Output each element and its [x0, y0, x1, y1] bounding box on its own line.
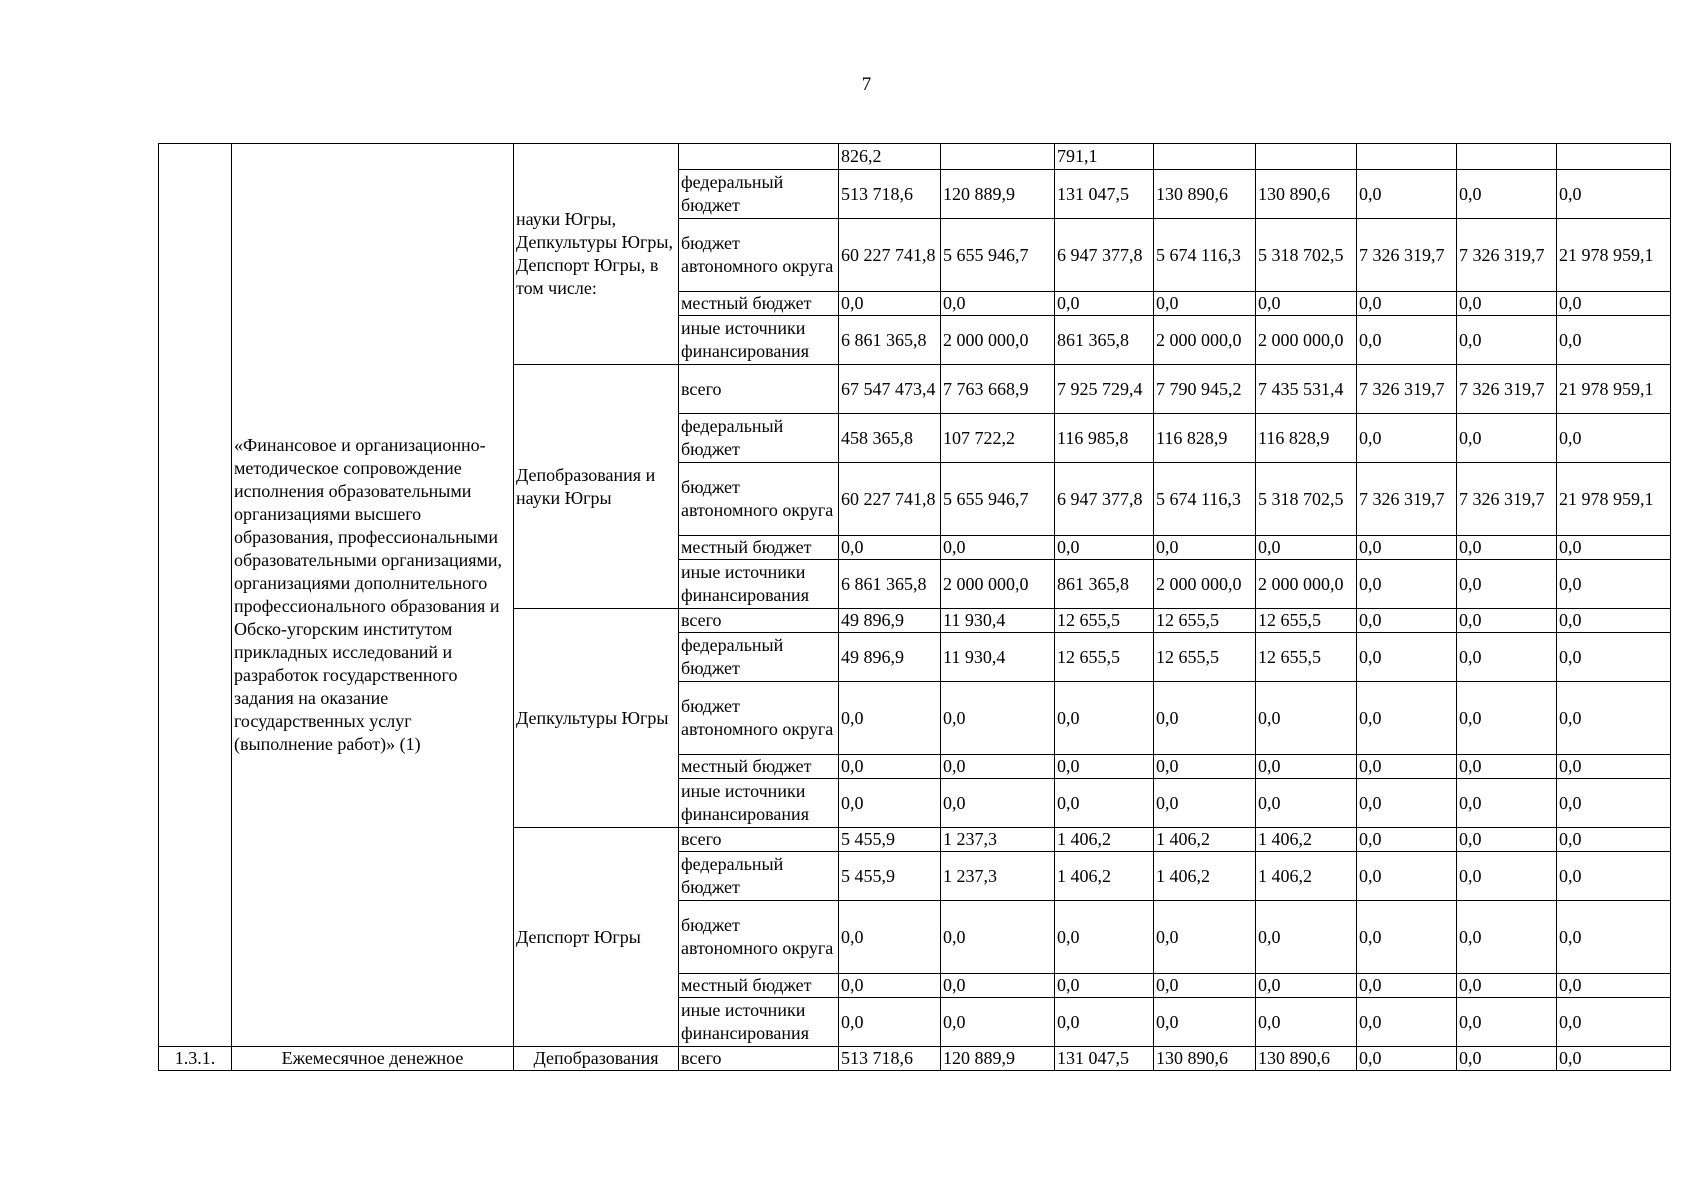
source-cell: иные источники финансирования: [679, 998, 839, 1047]
value-cell: 5 655 946,7: [941, 219, 1055, 292]
value-cell: 0,0: [1256, 755, 1357, 779]
value-cell: 0,0: [1256, 974, 1357, 998]
value-cell: 7 763 668,9: [941, 365, 1055, 414]
value-cell: 826,2: [839, 144, 941, 170]
source-cell: всего: [679, 1047, 839, 1071]
program-name-cell: «Финансовое и организационно-методическое сопровождение исполнения образовательными организациями высшего образования, профессиональными образовательными организациями, организациями дополнительного профессионального образования и Обско-угорским институтом прикладных исследований и разработок государственного задания на оказание государственных услуг (выполнение работ)» (1): [232, 144, 514, 1047]
value-cell: 130 890,6: [1256, 1047, 1357, 1071]
value-cell: 0,0: [1557, 998, 1671, 1047]
value-cell: 0,0: [1154, 974, 1256, 998]
budget-table: [158, 143, 1671, 1071]
value-cell: 5 318 702,5: [1256, 219, 1357, 292]
value-cell: 60 227 741,8: [839, 219, 941, 292]
value-cell: 0,0: [1557, 609, 1671, 633]
value-cell: 2 000 000,0: [941, 316, 1055, 365]
value-cell: 1 406,2: [1256, 828, 1357, 852]
value-cell: 0,0: [1557, 1047, 1671, 1071]
value-cell: 0,0: [1557, 682, 1671, 755]
value-cell: 1 406,2: [1256, 852, 1357, 901]
value-cell: 0,0: [1154, 779, 1256, 828]
value-cell: 2 000 000,0: [1256, 316, 1357, 365]
value-cell: 0,0: [1055, 779, 1154, 828]
value-cell: 0,0: [941, 779, 1055, 828]
event-name-cell: Ежемесячное денежное: [232, 1047, 514, 1071]
value-cell: 0,0: [1055, 998, 1154, 1047]
value-cell: 0,0: [1457, 828, 1557, 852]
value-cell: 0,0: [839, 755, 941, 779]
value-cell: 0,0: [1055, 755, 1154, 779]
value-cell: 0,0: [941, 901, 1055, 974]
value-cell: 458 365,8: [839, 414, 941, 463]
value-cell: 0,0: [941, 682, 1055, 755]
source-cell: всего: [679, 609, 839, 633]
value-cell: 0,0: [1357, 779, 1457, 828]
value-cell: 0,0: [1557, 828, 1671, 852]
value-cell: 0,0: [1256, 998, 1357, 1047]
value-cell: 7 435 531,4: [1256, 365, 1357, 414]
value-cell: 0,0: [1256, 901, 1357, 974]
value-cell: 49 896,9: [839, 609, 941, 633]
value-cell: 0,0: [1357, 609, 1457, 633]
value-cell: 0,0: [1256, 779, 1357, 828]
value-cell: 0,0: [839, 682, 941, 755]
value-cell: 130 890,6: [1154, 170, 1256, 219]
value-cell: 0,0: [941, 974, 1055, 998]
value-cell: 12 655,5: [1055, 633, 1154, 682]
value-cell: 0,0: [1055, 536, 1154, 560]
value-cell: [1457, 144, 1557, 170]
source-cell: местный бюджет: [679, 292, 839, 316]
source-cell: бюджет автономного округа: [679, 901, 839, 974]
value-cell: 0,0: [1457, 560, 1557, 609]
value-cell: 0,0: [839, 901, 941, 974]
row-code-cell: 1.3.1.: [159, 1047, 232, 1071]
source-cell: федеральный бюджет: [679, 414, 839, 463]
value-cell: 0,0: [1557, 852, 1671, 901]
value-cell: 6 861 365,8: [839, 316, 941, 365]
value-cell: 861 365,8: [1055, 316, 1154, 365]
source-cell: иные источники финансирования: [679, 779, 839, 828]
value-cell: 0,0: [941, 755, 1055, 779]
value-cell: [1256, 144, 1357, 170]
executor-cell: науки Югры, Депкультуры Югры, Депспорт Югры, в том числе:: [514, 144, 679, 365]
value-cell: 0,0: [1357, 974, 1457, 998]
value-cell: 0,0: [1357, 998, 1457, 1047]
value-cell: 120 889,9: [941, 170, 1055, 219]
table-row: [159, 144, 1671, 170]
value-cell: 0,0: [1357, 828, 1457, 852]
value-cell: 1 237,3: [941, 828, 1055, 852]
value-cell: 0,0: [1457, 536, 1557, 560]
value-cell: 513 718,6: [839, 170, 941, 219]
executor-cell: Депкультуры Югры: [514, 609, 679, 828]
value-cell: 5 674 116,3: [1154, 219, 1256, 292]
value-cell: 0,0: [1457, 755, 1557, 779]
value-cell: 0,0: [1457, 682, 1557, 755]
source-cell: бюджет автономного округа: [679, 463, 839, 536]
value-cell: [941, 144, 1055, 170]
value-cell: 0,0: [1357, 292, 1457, 316]
source-cell: местный бюджет: [679, 536, 839, 560]
value-cell: 0,0: [1357, 901, 1457, 974]
value-cell: 1 237,3: [941, 852, 1055, 901]
value-cell: 12 655,5: [1055, 609, 1154, 633]
value-cell: 120 889,9: [941, 1047, 1055, 1071]
source-cell: [679, 144, 839, 170]
executor-cell: Депобразования и науки Югры: [514, 365, 679, 609]
value-cell: 107 722,2: [941, 414, 1055, 463]
value-cell: 0,0: [1457, 292, 1557, 316]
value-cell: 0,0: [839, 779, 941, 828]
value-cell: 0,0: [1557, 536, 1671, 560]
value-cell: 12 655,5: [1154, 609, 1256, 633]
value-cell: 6 947 377,8: [1055, 463, 1154, 536]
source-cell: всего: [679, 828, 839, 852]
table-body: [159, 144, 1671, 1071]
value-cell: [1357, 144, 1457, 170]
value-cell: 0,0: [1154, 755, 1256, 779]
value-cell: 861 365,8: [1055, 560, 1154, 609]
value-cell: 0,0: [1557, 974, 1671, 998]
value-cell: 12 655,5: [1256, 609, 1357, 633]
source-cell: бюджет автономного округа: [679, 682, 839, 755]
value-cell: 0,0: [1457, 779, 1557, 828]
source-cell: местный бюджет: [679, 974, 839, 998]
value-cell: 21 978 959,1: [1557, 463, 1671, 536]
value-cell: 0,0: [1557, 755, 1671, 779]
value-cell: 0,0: [941, 536, 1055, 560]
value-cell: 6 861 365,8: [839, 560, 941, 609]
value-cell: 0,0: [1154, 536, 1256, 560]
value-cell: 0,0: [1457, 633, 1557, 682]
value-cell: 0,0: [1055, 901, 1154, 974]
value-cell: 5 655 946,7: [941, 463, 1055, 536]
executor-cell: Депспорт Югры: [514, 828, 679, 1047]
source-cell: федеральный бюджет: [679, 170, 839, 219]
value-cell: 0,0: [1557, 633, 1671, 682]
value-cell: 0,0: [1357, 316, 1457, 365]
value-cell: 0,0: [1557, 901, 1671, 974]
value-cell: 5 674 116,3: [1154, 463, 1256, 536]
value-cell: 0,0: [1154, 682, 1256, 755]
value-cell: 0,0: [1457, 170, 1557, 219]
value-cell: 0,0: [1457, 316, 1557, 365]
value-cell: 0,0: [1357, 755, 1457, 779]
value-cell: 0,0: [1357, 682, 1457, 755]
value-cell: 116 828,9: [1256, 414, 1357, 463]
value-cell: 0,0: [1457, 852, 1557, 901]
value-cell: 7 326 319,7: [1457, 219, 1557, 292]
value-cell: 7 326 319,7: [1457, 365, 1557, 414]
value-cell: [1557, 144, 1671, 170]
value-cell: 0,0: [1154, 292, 1256, 316]
value-cell: 791,1: [1055, 144, 1154, 170]
value-cell: 12 655,5: [1256, 633, 1357, 682]
value-cell: 7 326 319,7: [1457, 463, 1557, 536]
value-cell: 2 000 000,0: [1154, 316, 1256, 365]
value-cell: 0,0: [1357, 1047, 1457, 1071]
value-cell: 0,0: [1457, 998, 1557, 1047]
value-cell: 0,0: [1055, 682, 1154, 755]
value-cell: 0,0: [1457, 609, 1557, 633]
value-cell: 131 047,5: [1055, 1047, 1154, 1071]
row-code-cell: [159, 144, 232, 1047]
value-cell: 0,0: [839, 536, 941, 560]
value-cell: 0,0: [1357, 633, 1457, 682]
value-cell: 0,0: [1357, 536, 1457, 560]
value-cell: 0,0: [1154, 901, 1256, 974]
value-cell: 6 947 377,8: [1055, 219, 1154, 292]
value-cell: 21 978 959,1: [1557, 219, 1671, 292]
value-cell: 11 930,4: [941, 609, 1055, 633]
value-cell: 0,0: [1557, 170, 1671, 219]
value-cell: 513 718,6: [839, 1047, 941, 1071]
source-cell: местный бюджет: [679, 755, 839, 779]
value-cell: 12 655,5: [1154, 633, 1256, 682]
value-cell: 2 000 000,0: [1154, 560, 1256, 609]
value-cell: 5 318 702,5: [1256, 463, 1357, 536]
value-cell: 131 047,5: [1055, 170, 1154, 219]
value-cell: 0,0: [839, 998, 941, 1047]
value-cell: 2 000 000,0: [941, 560, 1055, 609]
value-cell: 21 978 959,1: [1557, 365, 1671, 414]
value-cell: 1 406,2: [1055, 852, 1154, 901]
value-cell: 2 000 000,0: [1256, 560, 1357, 609]
value-cell: 0,0: [1055, 974, 1154, 998]
value-cell: 5 455,9: [839, 828, 941, 852]
source-cell: иные источники финансирования: [679, 560, 839, 609]
value-cell: 0,0: [1256, 292, 1357, 316]
value-cell: 67 547 473,4: [839, 365, 941, 414]
value-cell: 0,0: [1557, 292, 1671, 316]
value-cell: 7 925 729,4: [1055, 365, 1154, 414]
value-cell: 0,0: [1457, 1047, 1557, 1071]
value-cell: 0,0: [1557, 414, 1671, 463]
value-cell: 116 985,8: [1055, 414, 1154, 463]
value-cell: 1 406,2: [1154, 852, 1256, 901]
value-cell: 7 790 945,2: [1154, 365, 1256, 414]
value-cell: 7 326 319,7: [1357, 365, 1457, 414]
value-cell: 0,0: [839, 292, 941, 316]
value-cell: 7 326 319,7: [1357, 219, 1457, 292]
value-cell: 60 227 741,8: [839, 463, 941, 536]
value-cell: [1154, 144, 1256, 170]
value-cell: 0,0: [1357, 560, 1457, 609]
value-cell: 1 406,2: [1154, 828, 1256, 852]
source-cell: бюджет автономного округа: [679, 219, 839, 292]
value-cell: 0,0: [1457, 414, 1557, 463]
value-cell: 0,0: [1357, 170, 1457, 219]
value-cell: 0,0: [941, 998, 1055, 1047]
source-cell: федеральный бюджет: [679, 633, 839, 682]
source-cell: федеральный бюджет: [679, 852, 839, 901]
value-cell: 7 326 319,7: [1357, 463, 1457, 536]
source-cell: иные источники финансирования: [679, 316, 839, 365]
value-cell: 1 406,2: [1055, 828, 1154, 852]
executor-cell: Депобразования: [514, 1047, 679, 1071]
source-cell: всего: [679, 365, 839, 414]
value-cell: 116 828,9: [1154, 414, 1256, 463]
value-cell: 0,0: [1256, 536, 1357, 560]
value-cell: 49 896,9: [839, 633, 941, 682]
table-row: [159, 1047, 1671, 1071]
value-cell: 0,0: [839, 974, 941, 998]
value-cell: 0,0: [1557, 779, 1671, 828]
value-cell: 0,0: [1557, 316, 1671, 365]
value-cell: 0,0: [1557, 560, 1671, 609]
value-cell: 0,0: [1357, 852, 1457, 901]
value-cell: 11 930,4: [941, 633, 1055, 682]
value-cell: 0,0: [1154, 998, 1256, 1047]
value-cell: 5 455,9: [839, 852, 941, 901]
value-cell: 0,0: [1055, 292, 1154, 316]
page-number: 7: [861, 74, 872, 95]
value-cell: 0,0: [1357, 414, 1457, 463]
value-cell: 130 890,6: [1154, 1047, 1256, 1071]
value-cell: 0,0: [1457, 901, 1557, 974]
value-cell: 0,0: [1457, 974, 1557, 998]
value-cell: 0,0: [1256, 682, 1357, 755]
value-cell: 0,0: [941, 292, 1055, 316]
value-cell: 130 890,6: [1256, 170, 1357, 219]
